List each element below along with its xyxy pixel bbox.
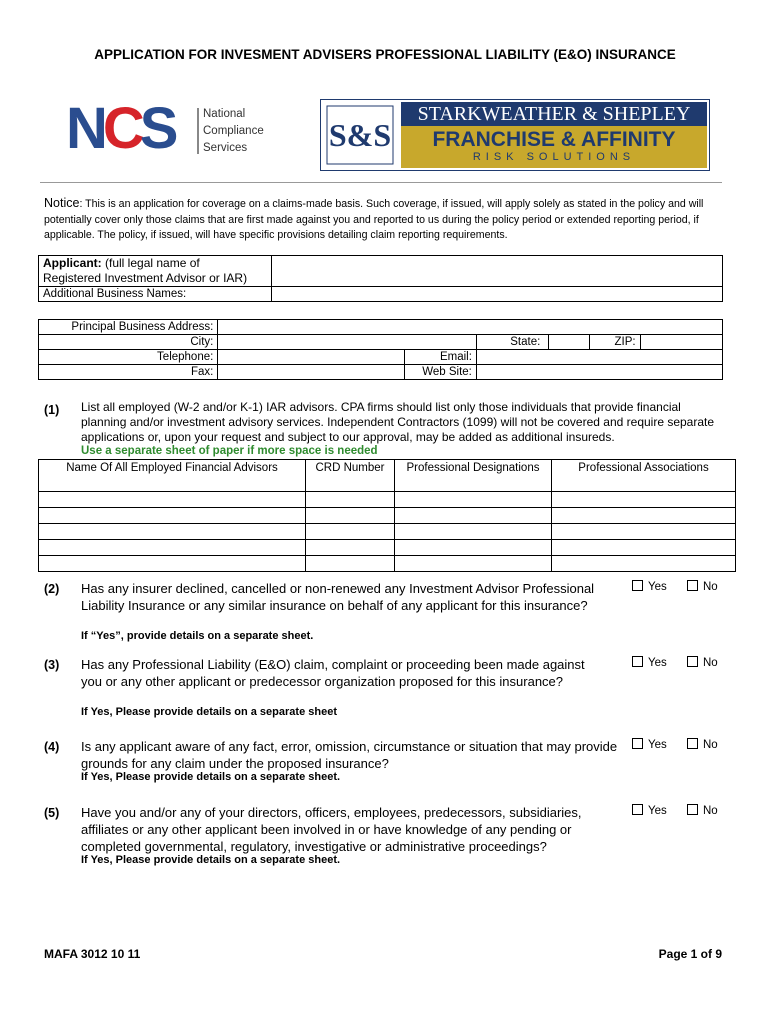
checkbox-icon[interactable] xyxy=(687,580,698,591)
ncs-logo xyxy=(66,96,288,161)
zip-label: ZIP: xyxy=(589,335,640,350)
advisor-name-cell[interactable] xyxy=(39,556,306,572)
question-2-no[interactable]: No xyxy=(687,580,718,593)
question-4-note: If Yes, Please provide details on a separate sheet. xyxy=(81,771,341,783)
column-header-crd: CRD Number xyxy=(306,460,395,492)
checkbox-icon[interactable] xyxy=(632,656,643,667)
advisor-name-cell[interactable] xyxy=(39,508,306,524)
advisor-designations-cell[interactable] xyxy=(395,492,552,508)
question-4-no[interactable]: No xyxy=(687,738,718,751)
ncs-logo-text: National Compliance Services xyxy=(203,108,264,154)
question-2-note: If “Yes”, provide details on a separate sheet. xyxy=(81,630,314,642)
question-5-note: If Yes, Please provide details on a separate sheet. xyxy=(81,854,341,866)
table-row xyxy=(39,524,736,540)
applicant-label: Applicant: (full legal name of Registered Investment Advisor or IAR) xyxy=(39,256,272,287)
advisor-crd-cell[interactable] xyxy=(306,524,395,540)
question-4-number: (4) xyxy=(44,740,60,754)
divider xyxy=(40,182,722,183)
advisor-crd-cell[interactable] xyxy=(306,508,395,524)
ss-logo-line3: RISK SOLUTIONS xyxy=(472,151,636,163)
checkbox-icon[interactable] xyxy=(632,738,643,749)
ncs-logo-divider xyxy=(197,108,199,154)
applicant-table xyxy=(38,255,723,302)
advisor-associations-cell[interactable] xyxy=(552,492,736,508)
question-4-text: Is any applicant aware of any fact, error, omission, circumstance or situation that may provide grounds for any claim under the proposed insurance? xyxy=(81,739,618,771)
checkbox-icon[interactable] xyxy=(632,804,643,815)
ss-emblem-icon xyxy=(325,104,395,166)
question-1-number: (1) xyxy=(44,403,60,417)
advisor-name-cell[interactable] xyxy=(39,524,306,540)
fax-field[interactable] xyxy=(218,365,405,380)
question-4-yes[interactable]: Yes xyxy=(632,738,667,751)
advisor-designations-cell[interactable] xyxy=(395,508,552,524)
question-3-no[interactable]: No xyxy=(687,656,718,669)
question-1-note: Use a separate sheet of paper if more space is needed xyxy=(81,445,378,457)
advisor-name-cell[interactable] xyxy=(39,540,306,556)
checkbox-icon[interactable] xyxy=(687,804,698,815)
principal-address-label: Principal Business Address: xyxy=(39,320,218,335)
advisors-table xyxy=(38,459,736,572)
state-label-cell: State: xyxy=(476,335,589,350)
telephone-label: Telephone: xyxy=(39,350,218,365)
table-row xyxy=(39,492,736,508)
table-row xyxy=(39,540,736,556)
checkbox-icon[interactable] xyxy=(687,738,698,749)
question-5-yes[interactable]: Yes xyxy=(632,804,667,817)
column-header-designations: Professional Designations xyxy=(395,460,552,492)
question-3-number: (3) xyxy=(44,658,60,672)
advisor-name-cell[interactable] xyxy=(39,492,306,508)
ss-emblem-text: S&S xyxy=(328,117,392,153)
column-header-name: Name Of All Employed Financial Advisors xyxy=(39,460,306,492)
telephone-field[interactable] xyxy=(218,350,405,365)
advisor-crd-cell[interactable] xyxy=(306,540,395,556)
table-row xyxy=(39,556,736,572)
additional-names-field[interactable] xyxy=(272,287,723,302)
question-5-text: Have you and/or any of your directors, officers, employees, predecessors, subsidiaries, affiliates or any other applicant been involved in or have knowledge of any pending or completed governmental, regulatory, investigative or administrative proceedings? xyxy=(81,805,582,854)
question-3-text: Has any Professional Liability (E&O) claim, complaint or proceeding been made against you or any other applicant or predecessor organization proposed for this insurance? xyxy=(81,657,585,689)
address-table xyxy=(38,319,723,380)
advisor-designations-cell[interactable] xyxy=(395,556,552,572)
notice-text: : This is an application for coverage on a claims-made basis. Such coverage, if issued, will apply solely as stated in the policy and will potentially cover only those claims that are first made against you and reported to us during the policy period or extended reporting period, if applicable. The policy, if issued, will have specific provisions detailing claim reporting requirements. xyxy=(44,198,704,241)
email-label: Email: xyxy=(404,350,476,365)
page-title: APPLICATION FOR INVESMENT ADVISERS PROFESSIONAL LIABILITY (E&O) INSURANCE xyxy=(94,47,676,62)
question-3-yes[interactable]: Yes xyxy=(632,656,667,669)
advisor-associations-cell[interactable] xyxy=(552,540,736,556)
advisor-associations-cell[interactable] xyxy=(552,508,736,524)
form-id: MAFA 3012 10 11 xyxy=(44,947,141,961)
column-header-associations: Professional Associations xyxy=(552,460,736,492)
question-2-number: (2) xyxy=(44,582,60,596)
advisor-associations-cell[interactable] xyxy=(552,524,736,540)
advisor-designations-cell[interactable] xyxy=(395,540,552,556)
city-field[interactable] xyxy=(218,335,477,350)
ss-logo-line1: STARKWEATHER & SHEPLEY xyxy=(401,102,707,126)
question-1-text: List all employed (W-2 and/or K-1) IAR advisors. CPA firms should list only those individuals that provide financial planning and/or investment advisory services. Independent Contractors (1099) will not be covered and require separate applications or, upon your request and subject to our approval, may be added as additional insureds. xyxy=(81,400,715,444)
question-2-text: Has any insurer declined, cancelled or non-renewed any Investment Advisor Professional Liability Insurance or any similar insurance on behalf of any applicant for this insurance? xyxy=(81,581,595,613)
applicant-name-field[interactable] xyxy=(272,256,723,287)
notice-label: Notice xyxy=(44,196,80,210)
zip-field[interactable] xyxy=(640,335,722,350)
advisor-designations-cell[interactable] xyxy=(395,524,552,540)
starkweather-shepley-logo xyxy=(320,99,710,171)
fax-label: Fax: xyxy=(39,365,218,380)
ss-logo-line2: FRANCHISE & AFFINITY xyxy=(432,128,676,151)
question-2-yes[interactable]: Yes xyxy=(632,580,667,593)
city-label: City: xyxy=(39,335,218,350)
advisor-crd-cell[interactable] xyxy=(306,556,395,572)
ss-logo-band xyxy=(401,126,707,168)
principal-address-field[interactable] xyxy=(218,320,723,335)
question-3-note: If Yes, Please provide details on a separate sheet xyxy=(81,706,337,718)
website-label: Web Site: xyxy=(404,365,476,380)
advisor-crd-cell[interactable] xyxy=(306,492,395,508)
notice-paragraph xyxy=(44,196,724,244)
website-field[interactable] xyxy=(476,365,722,380)
checkbox-icon[interactable] xyxy=(632,580,643,591)
ncs-logo-letters: NCS xyxy=(66,96,174,161)
checkbox-icon[interactable] xyxy=(687,656,698,667)
page-number: Page 1 of 9 xyxy=(658,947,722,961)
table-row xyxy=(39,508,736,524)
email-field[interactable] xyxy=(476,350,722,365)
question-5-no[interactable]: No xyxy=(687,804,718,817)
additional-names-label: Additional Business Names: xyxy=(39,287,272,302)
advisor-associations-cell[interactable] xyxy=(552,556,736,572)
question-5-number: (5) xyxy=(44,806,60,820)
